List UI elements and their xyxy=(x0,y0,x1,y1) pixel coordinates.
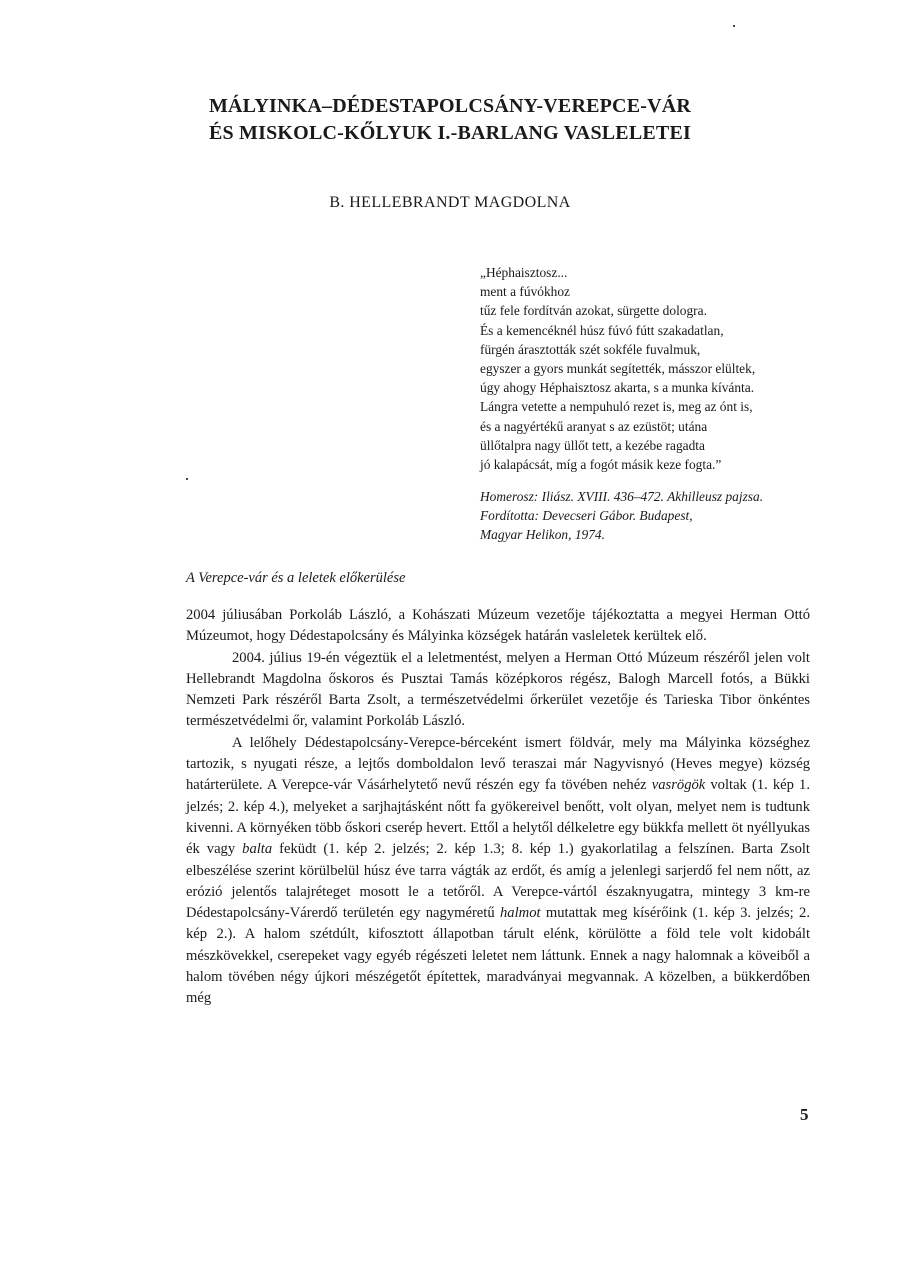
paragraph-text: voltak (1. kép 1. jelzés; 2. kép 4.), melyeket a sarjhajtásként nőtt fa gyökereivel benőtt, volt olyan, melyet nem is tudtunk kivenni. A környéken több őskori cserép hevert. Ettől a helytől délkeletre egy bükkfa mellett öt nyéllyukas ék vagy xyxy=(186,777,810,858)
poem-line: fürgén árasztották szét sokféle fuvalmuk, xyxy=(480,341,701,357)
poem-line: jó kalapácsát, míg a fogót másik keze fogta.” xyxy=(480,457,722,473)
citation-line: Fordította: Devecseri Gábor. Budapest, xyxy=(480,508,693,524)
section-heading: A Verepce-vár és a leletek előkerülése xyxy=(186,570,406,586)
epigraph-citation xyxy=(480,487,860,545)
scan-speck xyxy=(733,25,735,27)
citation-line: Magyar Helikon, 1974. xyxy=(480,527,605,543)
epigraph-poem xyxy=(480,263,840,474)
title-line: ÉS MISKOLC-KŐLYUK I.-BARLANG VASLELETEI xyxy=(208,122,691,144)
citation-line: Homerosz: Iliász. XVIII. 436–472. Akhilleusz pajzsa. xyxy=(480,489,764,504)
author-name: B. HELLEBRANDT MAGDOLNA xyxy=(329,194,571,211)
title-line: MÁLYINKA–DÉDESTAPOLCSÁNY-VEREPCE-VÁR xyxy=(208,95,692,117)
poem-line: egyszer a gyors munkát segítették, másszor elültek, xyxy=(480,361,756,377)
poem-line: Lángra vetette a nempuhuló rezet is, meg az ónt is, xyxy=(480,399,753,415)
poem-line: úgy ahogy Héphaisztosz akarta, s a munka kívánta. xyxy=(480,380,755,396)
poem-line: ment a fúvókhoz xyxy=(480,284,570,300)
scan-speck xyxy=(186,478,188,480)
emphasis-term: halmot xyxy=(500,905,541,922)
paragraph-text: feküdt (1. kép 2. jelzés; 2. kép 1.3; 8. kép 1.) gyakorlatilag a felszínen. Barta Zsolt elbeszélése szerint körülbelül húsz éve tarra vágták az erdőt, és amíg a jelenlegi sarjerdő fel nem nőtt, az erózió jelentős talajréteget mosott le a tetőről. A Verepce-vártól északnyugatra, mintegy 3 km-re Dédestapolcsány-Várerdő területén egy nagyméretű xyxy=(186,841,810,922)
paragraph xyxy=(186,733,810,1010)
poem-line: „Héphaisztosz... xyxy=(480,265,568,280)
poem-line: tűz fele fordítván azokat, sürgette dologra. xyxy=(480,303,707,319)
body-text xyxy=(186,605,810,1010)
poem-line: és a nagyértékű aranyat s az ezüstöt; utána xyxy=(480,418,708,434)
paragraph: 2004 júliusában Porkoláb László, a Kohászati Múzeum vezetője tájékoztatta a megyei Herman Ottó Múzeumot, hogy Dédestapolcsány és Mályinka községek határán vasleletek kerültek elő. xyxy=(186,607,810,645)
paragraph-text: A lelőhely Dédestapolcsány-Verepce-bérceként ismert földvár, mely ma Mályinka községhez tartozik, s nyugati része, a lejtős domboldalon levő teraszai már Nagyvisnyó (Heves megye) község határterülete. A Verepce-vár Vásárhelytető nevű részén egy fa tövében nehéz xyxy=(186,734,810,794)
poem-line: üllőtalpra nagy üllőt tett, a kezébe ragadta xyxy=(480,437,705,453)
article-title xyxy=(150,93,750,147)
emphasis-term: vasrögök xyxy=(651,777,706,794)
emphasis-term: balta xyxy=(242,841,273,858)
page-number: 5 xyxy=(800,1105,809,1124)
paragraph: 2004. július 19-én végeztük el a leletmentést, melyen a Herman Ottó Múzeum részéről jelen volt Hellebrandt Magdolna őskoros és Pusztai Tamás középkoros régész, Balogh Marcell fotós, a Bükki Nemzeti Park részéről Barta Zsolt, a természetvédelmi őrkerület vezetője és Tarieska Tibor önkéntes természetvédelmi őr, valamint Porkoláb László. xyxy=(186,649,810,730)
poem-line: És a kemencéknél húsz fúvó fútt szakadatlan, xyxy=(480,322,724,338)
paragraph-text: mutattak meg kísérőink (1. kép 3. jelzés; 2. kép 2.). A halom szétdúlt, kifosztott állapotban tárult elénk, körülötte a föld tele volt kidobált mészkövekkel, cserepeket vagy egyéb régészeti leletet nem láttunk. Ennek a nagy halomnak a köveiből a halom tövében négy újkori mészégetőt építettek, maradványai megvannak. A közelben, a bükkerdőben még xyxy=(186,905,810,1007)
